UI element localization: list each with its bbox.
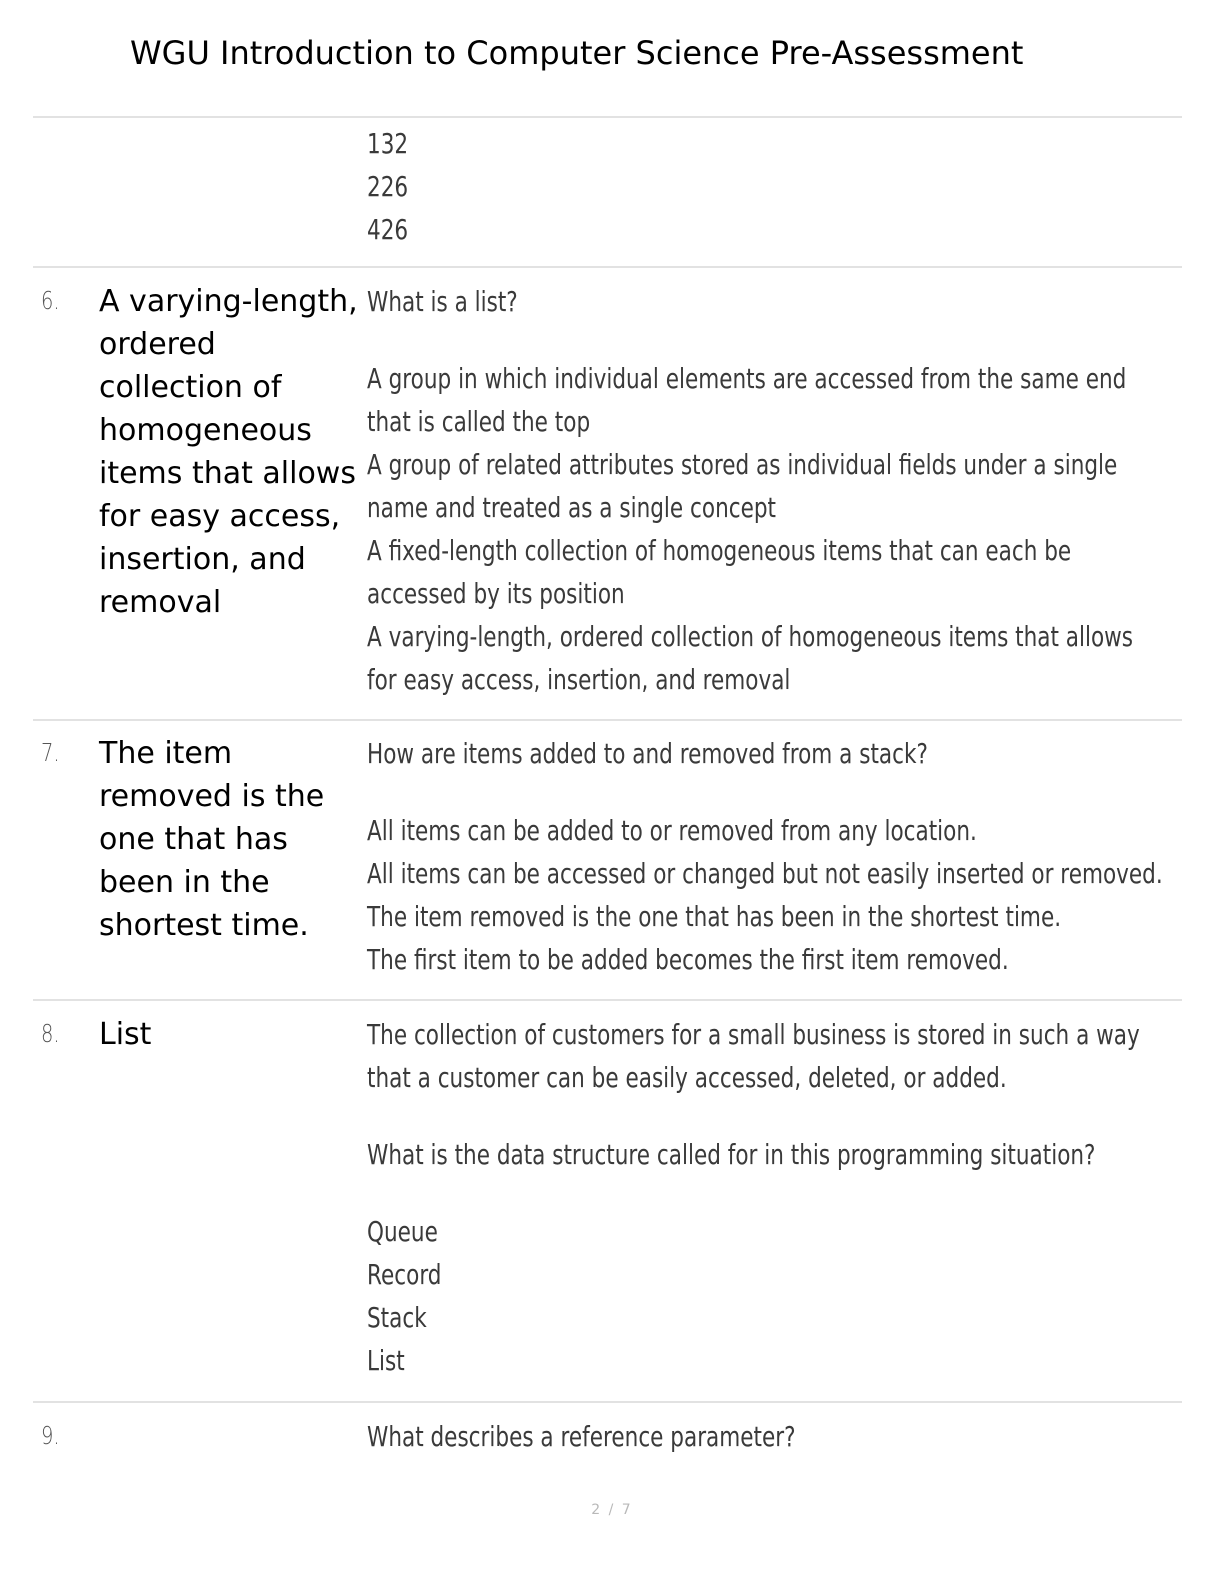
divider	[33, 999, 1182, 1001]
option: 132	[367, 127, 409, 160]
card-number: 9.	[41, 1421, 60, 1450]
question: What describes a reference parameter?	[367, 1420, 796, 1453]
option: Stack	[367, 1301, 427, 1334]
card-options	[367, 122, 1168, 251]
option: The item removed is the one that has been in the shortest time.	[367, 900, 1062, 933]
option: A group in which individual elements are accessed from the same end that is called the top	[367, 362, 1127, 438]
question-intro: The collection of customers for a small business is stored in such a way that a customer can be easily accessed, deleted, or added.	[367, 1018, 1140, 1094]
option: Queue	[367, 1215, 438, 1248]
card-definition	[367, 1415, 1168, 1458]
question: How are items added to and removed from a stack?	[367, 737, 928, 770]
card-number: 7.	[41, 738, 60, 767]
question: What is a list?	[367, 285, 518, 318]
option: 226	[367, 170, 409, 203]
divider	[33, 1401, 1182, 1403]
card-definition	[367, 732, 1168, 981]
divider	[33, 719, 1182, 721]
question: What is the data structure called for in this programming situation?	[367, 1138, 1096, 1171]
option: All items can be added to or removed from any location.	[367, 814, 977, 847]
page-number: 2 / 7	[591, 1502, 633, 1518]
card-number: 6.	[41, 286, 60, 315]
option: The first item to be added becomes the first item removed.	[367, 943, 1009, 976]
card-definition	[367, 1013, 1168, 1382]
card-definition	[367, 280, 1168, 701]
option: A group of related attributes stored as individual fields under a single name and treated as a single concept	[367, 448, 1118, 524]
divider	[33, 116, 1182, 118]
card-term: List	[99, 1017, 152, 1052]
option: List	[367, 1344, 405, 1377]
card-term: The item removed is the one that has been in the shortest time.	[99, 736, 325, 943]
option: A varying-length, ordered collection of homogeneous items that allows for easy access, insertion, and removal	[367, 620, 1134, 696]
option: Record	[367, 1258, 442, 1291]
option: A fixed-length collection of homogeneous items that can each be accessed by its position	[367, 534, 1072, 610]
divider	[33, 266, 1182, 268]
option: 426	[367, 213, 409, 246]
option: All items can be accessed or changed but not easily inserted or removed.	[367, 857, 1163, 890]
page-title: WGU Introduction to Computer Science Pre-Assessment	[130, 34, 1024, 72]
card-term: A varying-length, ordered collection of homogeneous items that allows for easy access, insertion, and removal	[99, 284, 358, 620]
card-number: 8.	[41, 1019, 60, 1048]
